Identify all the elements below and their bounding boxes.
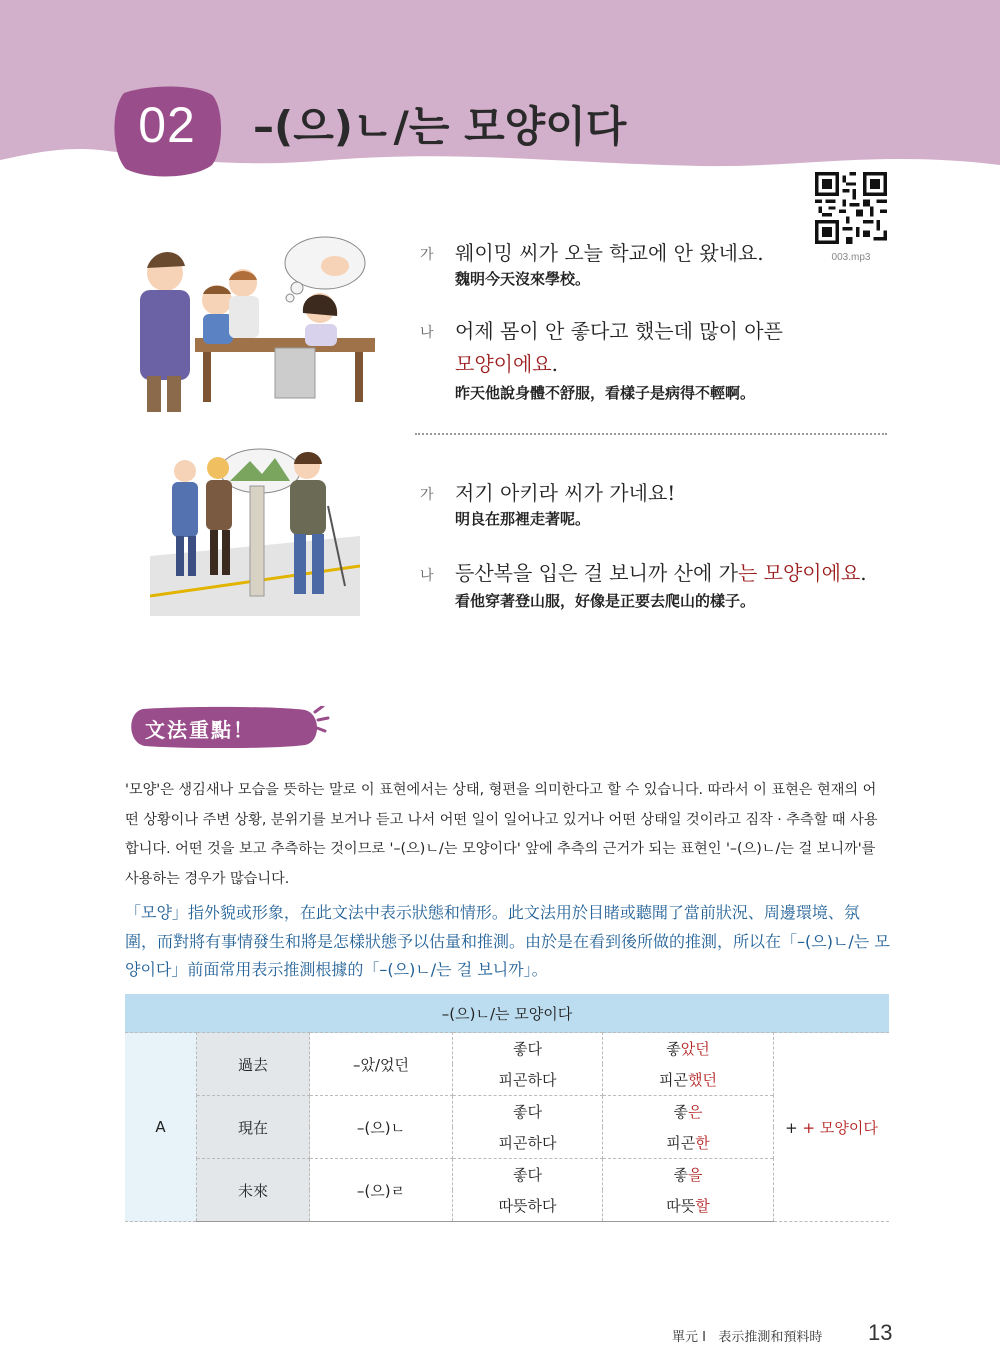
audio-file-label: 003.mp3 — [831, 252, 871, 263]
dialog1-line-b-korean-2 — [455, 348, 558, 377]
dialog1-line-b-korean: 어제 몸이 안 좋다고 했는데 많이 아픈 — [455, 319, 783, 343]
conjugated-word: 피곤한 — [603, 1127, 774, 1159]
conjugated-word: 피곤했던 — [603, 1064, 774, 1096]
base-word: 피곤하다 — [453, 1127, 603, 1159]
dialog2-line-b-korean — [455, 557, 867, 586]
dialog2-line-a-chinese: 明良在那裡走著呢。 — [455, 510, 591, 528]
speaker-a-label-2: 가 — [420, 487, 434, 503]
conjugated-word: 좋았던 — [603, 1033, 774, 1065]
base-word: 피곤하다 — [453, 1064, 603, 1096]
table-header: –(으)ㄴ/는 모양이다 — [125, 994, 889, 1033]
section-label: 表示推測和預料時 — [718, 1330, 823, 1345]
ending-cell: –(으)ㄹ — [310, 1159, 453, 1222]
highlighted-grammar: 모양이에요 — [455, 352, 552, 376]
lesson-title: –(으)ㄴ/는 모양이다 — [253, 102, 627, 151]
conjugated-word: 좋은 — [603, 1096, 774, 1128]
ending-cell: –(으)ㄴ — [310, 1096, 453, 1159]
speaker-b-label: 나 — [420, 325, 434, 341]
tense-cell: 現在 — [197, 1096, 310, 1159]
grammar-point-label: 文法重點！ — [145, 718, 255, 742]
tense-cell: 未來 — [197, 1159, 310, 1222]
base-word: 좋다 — [453, 1159, 603, 1191]
dialog1-line-a-chinese: 魏明今天沒來學校。 — [455, 270, 591, 288]
conjugated-word: 따뜻할 — [603, 1190, 774, 1222]
page-footer — [672, 1326, 822, 1345]
highlighted-grammar: 는 모양이에요 — [737, 561, 861, 585]
explanation-chinese: 「모양」指外貌或形象，在此文法中表示狀態和情形。此文法用於目睹或聽聞了當前狀況、周邊環境、氛圍，而對將有事情發生和將是怎樣狀態予以估量和推測。由於是在看到後所做的推測，所以在「–(으)ㄴ/는 모양이다」前面常用表示推測根據的「–(으)ㄴ/는 걸 보니까」。 — [125, 903, 890, 979]
dialog2-line-a-korean: 저기 아키라 씨가 가네요! — [455, 481, 676, 505]
dialog2-line-b-chinese: 看他穿著登山服，好像是正要去爬山的樣子。 — [455, 592, 756, 610]
page-number: 13 — [868, 1320, 893, 1345]
combined-form-cell: + + 모양이다 — [774, 1033, 890, 1222]
dialog1-line-b-chinese: 昨天他說身體不舒服，看樣子是病得不輕啊。 — [455, 384, 756, 402]
sentence-end: . — [860, 561, 867, 585]
qr-code-icon[interactable] — [815, 172, 887, 244]
base-word: 따뜻하다 — [453, 1190, 603, 1222]
word-class-cell: A — [125, 1033, 197, 1222]
table-row — [125, 1033, 889, 1065]
conjugation-table — [125, 994, 889, 1222]
chapter-number: 02 — [138, 97, 196, 153]
hiking-illustration — [150, 446, 360, 616]
unit-label: 單元 Ⅰ — [672, 1330, 706, 1345]
dialog1-line-a-korean: 웨이밍 씨가 오늘 학교에 안 왔네요. — [455, 241, 764, 265]
classroom-illustration — [125, 228, 385, 418]
sentence-start: 등산복을 입은 걸 보니까 산에 가 — [455, 561, 738, 585]
speaker-a-label: 가 — [420, 247, 434, 263]
conjugated-word: 좋을 — [603, 1159, 774, 1191]
explanation-korean: '모양'은 생김새나 모습을 뜻하는 말로 이 표현에서는 상태, 형편을 의미한다고 할 수 있습니다. 따라서 이 표현은 현재의 어떤 상황이나 주변 상황, 분위기를 보거나 듣고 나서 어떤 일이 일어나고 있거나 어떤 상태일 것이라고 짐작 · 추측할 때 사용합니다. 어떤 것을 보고 추측하는 것이므로 '–(으)ㄴ/는 모양이다' 앞에 추측의 근거가 되는 표현인 '–(으)ㄴ/는 걸 보니까'를 사용하는 경우가 많습니다. — [125, 782, 878, 887]
dialog-divider — [415, 433, 887, 435]
sentence-end: . — [551, 352, 558, 376]
base-word: 좋다 — [453, 1033, 603, 1065]
ending-cell: –았/었던 — [310, 1033, 453, 1096]
tense-cell: 過去 — [197, 1033, 310, 1096]
speaker-b-label-2: 나 — [420, 568, 434, 584]
base-word: 좋다 — [453, 1096, 603, 1128]
